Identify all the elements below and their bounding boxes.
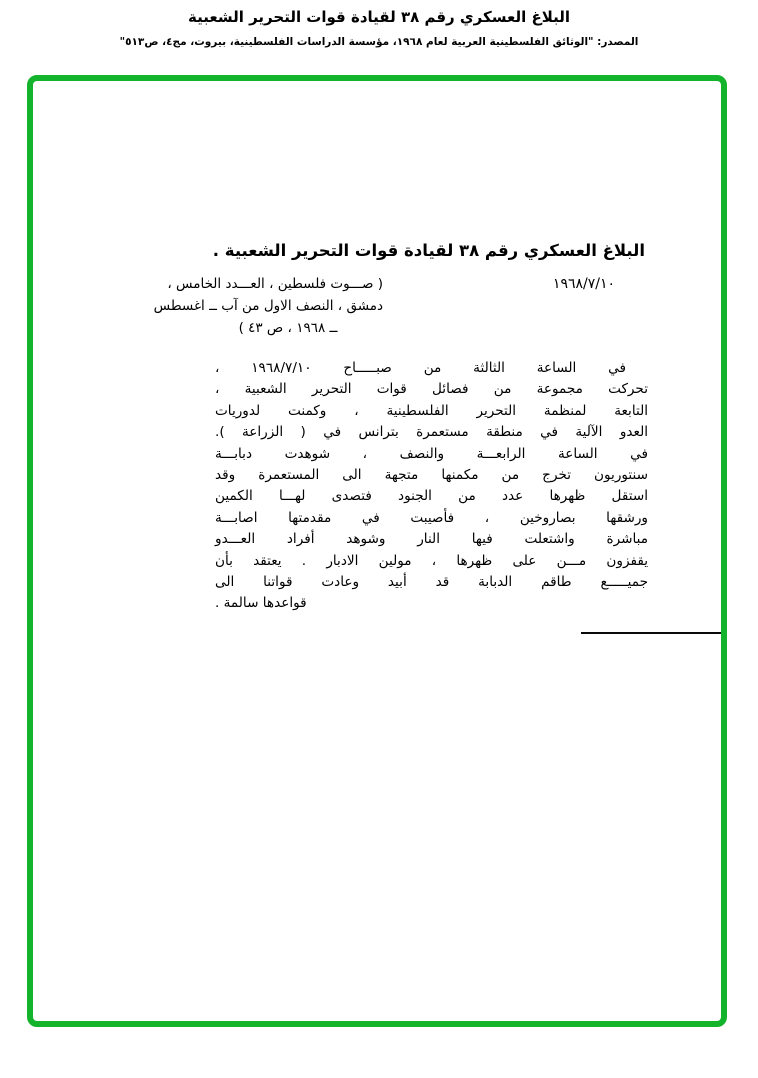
document-body — [215, 358, 648, 615]
citation-line: ــ ١٩٦٨ ، ص ٤٣ ) — [238, 320, 338, 336]
body-line: قواعدها سالمة . — [215, 595, 307, 612]
citation-block — [89, 273, 383, 339]
citation-line: دمشق ، النصف الاول من آب ــ اغسطس — [153, 298, 383, 314]
citation-line: ( صـــوت فلسطين ، العـــدد الخامس ، — [167, 276, 383, 292]
page-header — [0, 0, 758, 48]
body-line: تحركت مجموعة من فصائل قوات التحرير الشعبية ، — [215, 381, 648, 398]
body-line: مباشرة واشتعلت فيها النار وشوهد أفراد العـــدو — [215, 531, 648, 548]
end-separator-line — [581, 632, 721, 634]
body-line: ورشقها بصاروخين ، فأصيبت في مقدمتها اصابـــة — [215, 509, 648, 526]
body-line: في الساعة الرابعـــة والنصف ، شوهدت دبابـــة — [215, 445, 648, 462]
body-line: جميـــــع طاقم الدبابة قد أبيد وعادت قواتنا الى — [215, 574, 648, 591]
body-line: يقفزون مـــن على ظهرها ، مولين الادبار . يعتقد بأن — [215, 552, 648, 569]
body-line: العدو الآلية في منطقة مستعمرة بترانس في ( الزراعة ). — [215, 424, 648, 441]
body-line: استقل ظهرها عدد من الجنود فتصدى لهـــا الكمين — [215, 488, 648, 505]
document-title: البلاغ العسكري رقم ٣٨ لقيادة قوات التحرير الشعبية . — [212, 241, 645, 260]
body-line: سنتوريون تخرج من مكمنها متجهة الى المستعمرة وقد — [215, 467, 648, 484]
document-meta-row — [33, 260, 721, 339]
page-header-title: البلاغ العسكري رقم ٣٨ لقيادة قوات التحرير الشعبية — [188, 8, 570, 26]
document-date: ١٩٦٨/٧/١٠ — [552, 276, 615, 292]
body-line: في الساعة الثالثة من صبـــــاح ١٩٦٨/٧/١٠ ، — [215, 360, 626, 376]
page-header-source: المصدر: "الوثائق الفلسطينية العربية لعام ١٩٦٨، مؤسسة الدراسات الفلسطينية، بيروت، مج٤، ص٥١٣" — [119, 36, 639, 48]
body-line: التابعة لمنظمة التحرير الفلسطينية ، وكمنت لدوريات — [215, 402, 648, 419]
document-scan-frame — [27, 75, 727, 1027]
